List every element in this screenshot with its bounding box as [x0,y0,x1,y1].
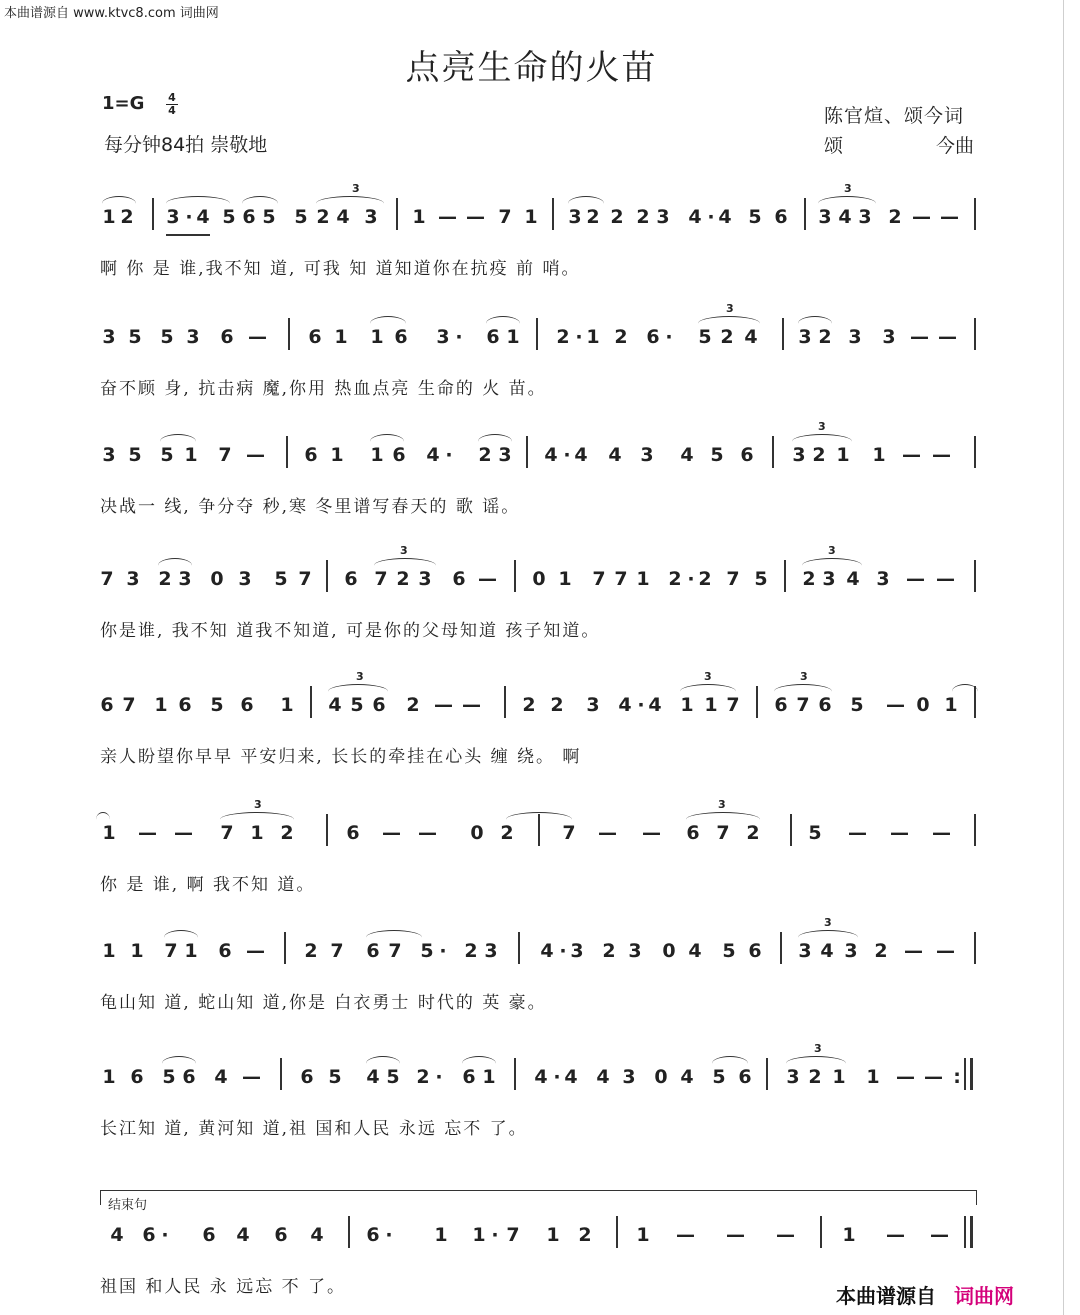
time-signature-bottom: 4 [168,104,176,117]
lyrics-line: 奋不顾 身, 抗击病 魔,你用 热血点亮 生命的 火 苗。 [100,379,547,399]
footer-watermark [836,1280,1014,1309]
lyrics-line: 决战一 线, 争分夺 秒,寒 冬里谱写春天的 歌 谣。 [100,497,521,517]
composer-credit [824,131,974,158]
composer-name: 颂 [824,135,844,157]
lyrics-line: 你是谁, 我不知 道我不知道, 可是你的父母知道 孩子知道。 [100,621,601,641]
notes-row: 4 6 · 6 4 6 4 6 · 1 1 · 7 1 2 1 — — — 1 — — [100,1210,980,1270]
notes-row: 1 1 7 1 6 — 2 7 6 7 5 · 2 3 4 · 3 2 3 0 4 5 6 3 3 4 3 2 — — [100,926,980,986]
time-signature [165,92,179,117]
song-title: 点亮生命的火苗 [405,48,658,88]
lyrics-line: 祖国 和人民 永 远忘 不 了。 [100,1277,347,1297]
notes-row: 1 2 3 · 4 5 6 5 5 3 2 4 3 1 — — 7 1 3 2 2 2 3 4 · 4 5 6 3 3 4 3 2 — — [100,192,980,252]
key-signature: 1=G [102,93,145,114]
notes-row: 7 3 2 3 0 3 5 7 6 3 7 2 3 6 — 0 1 7 7 1 2 · 2 7 5 3 2 3 4 3 — — [100,554,980,614]
coda-label: 结束句 [108,1198,148,1213]
lyrics-line: 长江知 道, 黄河知 道,祖 国和人民 永远 忘不 了。 [100,1119,528,1139]
lyrics-line: 亲人盼望你早早 平安归来, 长长的牵挂在心头 缠 绕。 啊 [100,747,582,767]
lyrics-line: 龟山知 道, 蛇山知 道,你是 白衣勇士 时代的 英 豪。 [100,993,547,1013]
notes-row: 1 6 5 6 4 — 6 5 4 5 2 · 6 1 4 · 4 4 3 0 4 5 6 3 3 2 1 1 — — : [100,1052,980,1112]
footer-source-label: 本曲谱源自 [836,1284,936,1308]
footer-site-link[interactable]: 词曲网 [954,1284,1014,1308]
lyricist-credit: 陈官煊、颂今词 [824,105,965,127]
tempo-marking: 每分钟84拍 崇敬地 [104,134,268,156]
source-watermark: 本曲谱源自 www.ktvc8.com 词曲网 [4,6,219,21]
notes-row: 3 5 5 3 6 — 6 1 1 6 3 · 6 1 2 · 1 2 6 · 3 5 2 4 3 2 3 3 — — [100,312,980,372]
composer-suffix: 今曲 [935,135,974,157]
notes-row: 1 — — 3 7 1 2 6 — — 0 2 7 — — 3 6 7 2 5 — — — [100,808,980,868]
lyrics-line: 啊 你 是 谁,我不知 道, 可我 知 道知道你在抗疫 前 哨。 [100,259,581,279]
notes-row: 3 5 5 1 7 — 6 1 1 6 4 · 2 3 4 · 4 4 3 4 5 6 3 3 2 1 1 — — [100,430,980,490]
time-signature-top: 4 [168,91,176,104]
notes-row: 6 7 1 6 5 6 1 3 4 5 6 2 — — 2 2 3 4 · 4 3 1 1 7 3 6 7 6 5 — 0 1 [100,680,980,740]
lyrics-line: 你 是 谁, 啊 我不知 道。 [100,875,316,895]
page-edge [1063,0,1064,1315]
coda-bracket [100,1190,977,1205]
